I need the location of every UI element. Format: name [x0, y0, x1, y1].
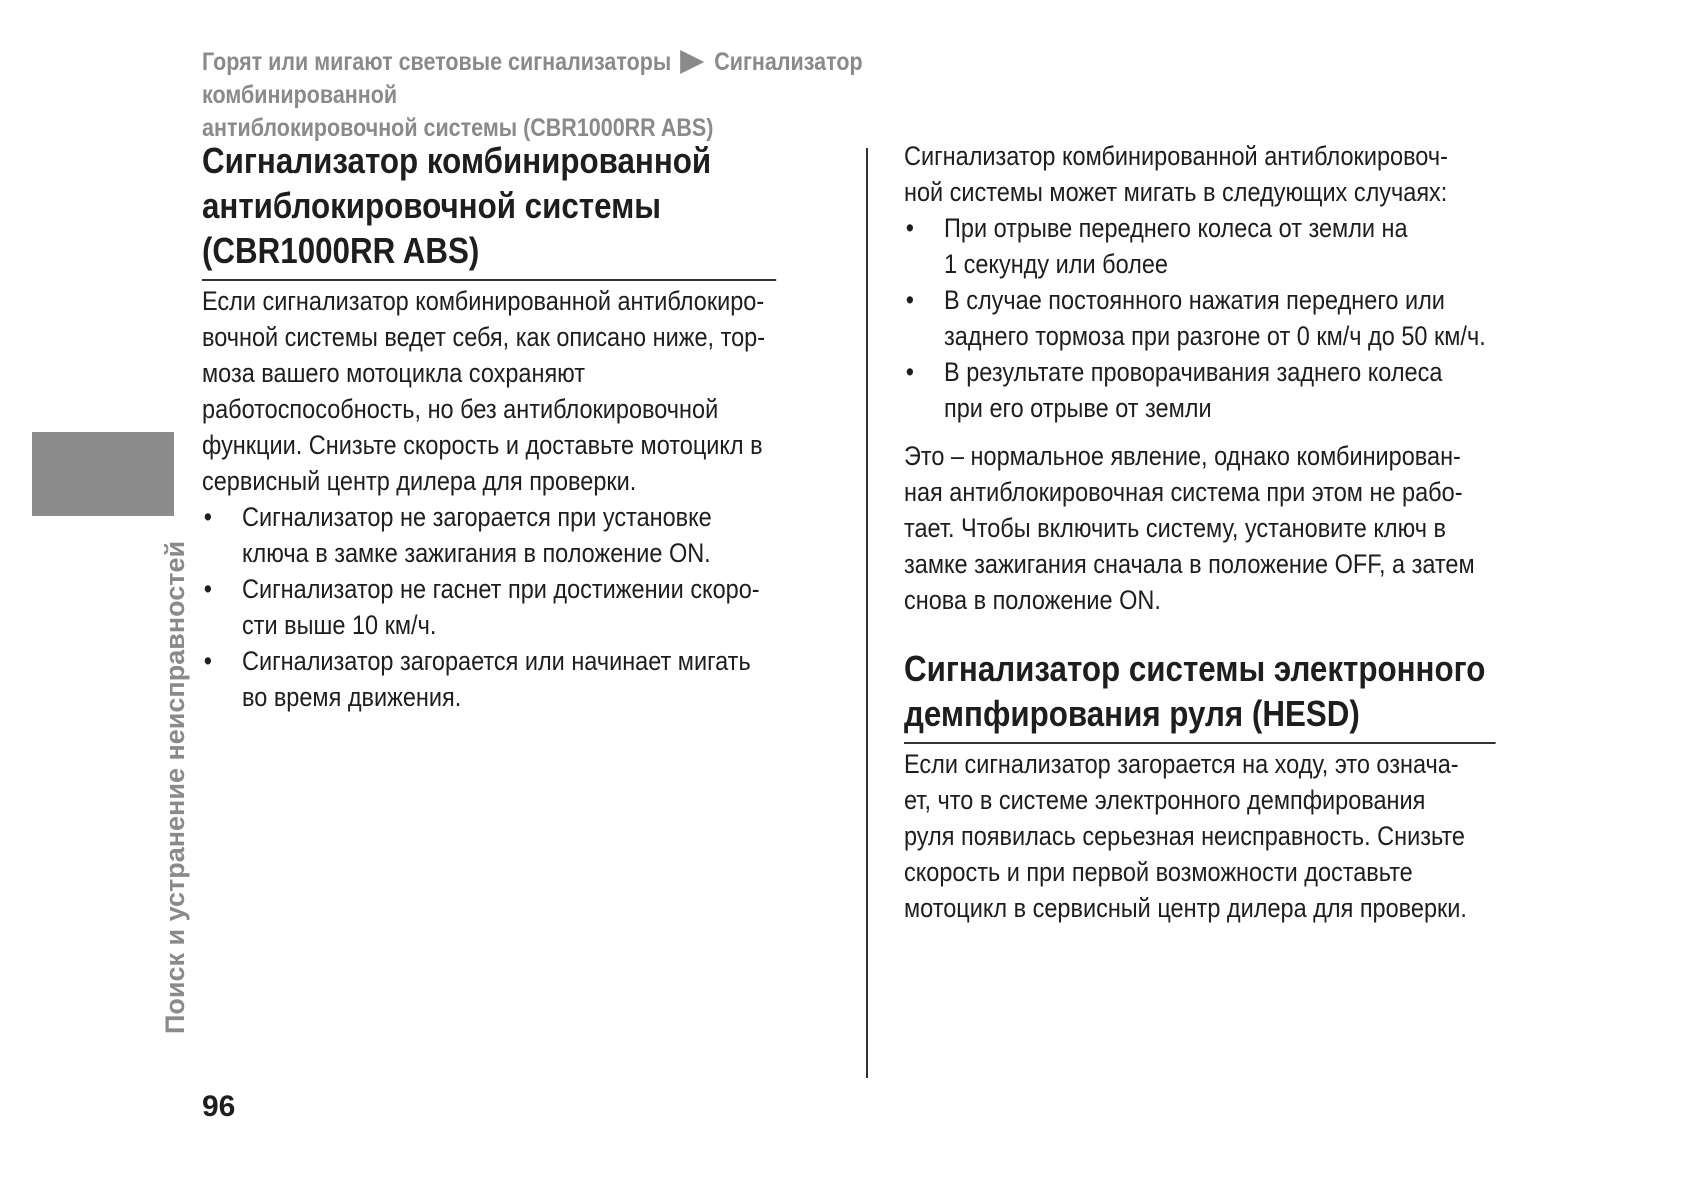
text-line: ной системы может мигать в следующих случаях:	[904, 177, 1448, 207]
normal-behavior-note	[904, 438, 1496, 618]
bullet-icon: •	[905, 285, 914, 315]
text-line: при его отрыве от земли	[944, 393, 1212, 423]
text-line: работоспособность, но без антиблокировочной	[202, 394, 719, 424]
abs-blink-intro-paragraph	[904, 138, 1496, 210]
text-line: 1 секунду или более	[944, 249, 1168, 279]
text-line: снова в положение ON.	[904, 585, 1161, 615]
title-line: (CBR1000RR ABS)	[202, 230, 480, 271]
text-line: функции. Снизьте скорость и доставьте мотоцикл в	[202, 430, 763, 460]
arrow-right-icon	[680, 50, 704, 74]
right-column	[904, 138, 1496, 926]
text-line: Если сигнализатор комбинированной антиблокиро-	[202, 286, 765, 316]
title-line: Сигнализатор системы электронного	[904, 648, 1486, 689]
text-line: Это – нормальное явление, однако комбинирован-	[904, 441, 1461, 471]
breadcrumb-line-2: антиблокировочной системы (CBR1000RR ABS)	[202, 114, 714, 142]
bullet-icon: •	[203, 574, 212, 604]
bullet-icon: •	[905, 213, 914, 243]
text-line: замке зажигания сначала в положение OFF, а затем	[904, 549, 1475, 579]
title-line: Сигнализатор комбинированной	[202, 140, 712, 181]
text-line: Если сигнализатор загорается на ходу, это означа-	[904, 749, 1459, 779]
text-line: сти выше 10 км/ч.	[242, 610, 437, 640]
title-line: демпфирования руля (HESD)	[904, 693, 1360, 734]
column-divider	[866, 148, 868, 1078]
abs-blink-case-list	[904, 210, 1496, 426]
breadcrumb	[202, 46, 1062, 145]
hesd-section-title	[904, 646, 1496, 744]
abs-condition-list	[202, 499, 776, 715]
text-line: руля появилась серьезная неисправность. Снизьте	[904, 821, 1465, 851]
list-item	[904, 282, 1496, 354]
hesd-paragraph	[904, 746, 1496, 926]
left-column	[202, 138, 776, 715]
bullet-icon: •	[905, 357, 914, 387]
text-line: ет, что в системе электронного демпфирования	[904, 785, 1426, 815]
text-line: В случае постоянного нажатия переднего или	[944, 285, 1445, 315]
text-line: Сигнализатор загорается или начинает мигать	[242, 646, 751, 676]
list-item	[904, 354, 1496, 426]
bullet-icon: •	[203, 502, 212, 532]
list-item	[904, 210, 1496, 282]
abs-intro-paragraph	[202, 283, 776, 499]
list-item	[202, 571, 776, 643]
breadcrumb-part-1: Горят или мигают световые сигнализаторы	[202, 48, 672, 76]
text-line: При отрыве переднего колеса от земли на	[944, 213, 1408, 243]
list-item	[202, 643, 776, 715]
breadcrumb-part-2: Сигнализатор комбинированной	[202, 48, 863, 109]
text-line: ная антиблокировочная система при этом не рабо-	[904, 477, 1463, 507]
text-line: во время движения.	[242, 682, 462, 712]
text-line: Сигнализатор не гаснет при достижении скоро-	[242, 574, 760, 604]
text-line: скорость и при первой возможности доставьте	[904, 857, 1413, 887]
list-item	[202, 499, 776, 571]
abs-section-title	[202, 138, 776, 281]
text-line: Сигнализатор комбинированной антиблокировоч-	[904, 141, 1448, 171]
bullet-icon: •	[203, 646, 212, 676]
text-line: ключа в замке зажигания в положение ON.	[242, 538, 711, 568]
text-line: заднего тормоза при разгоне от 0 км/ч до 50 км/ч.	[944, 321, 1486, 351]
text-line: мотоцикл в сервисный центр дилера для проверки.	[904, 893, 1467, 923]
title-line: антиблокировочной системы	[202, 185, 662, 226]
breadcrumb-line-1	[202, 46, 1062, 112]
page-number: 96	[202, 1090, 236, 1123]
section-label: Поиск и устранение неисправностей	[160, 540, 190, 1034]
text-line: В результате проворачивания заднего колеса	[944, 357, 1443, 387]
text-line: Сигнализатор не загорается при установке	[242, 502, 712, 532]
text-line: тает. Чтобы включить систему, установите ключ в	[904, 513, 1446, 543]
text-line: моза вашего мотоцикла сохраняют	[202, 358, 586, 388]
text-line: вочной системы ведет себя, как описано ниже, тор-	[202, 322, 766, 352]
text-line: сервисный центр дилера для проверки.	[202, 466, 637, 496]
section-tab-marker	[32, 432, 174, 516]
